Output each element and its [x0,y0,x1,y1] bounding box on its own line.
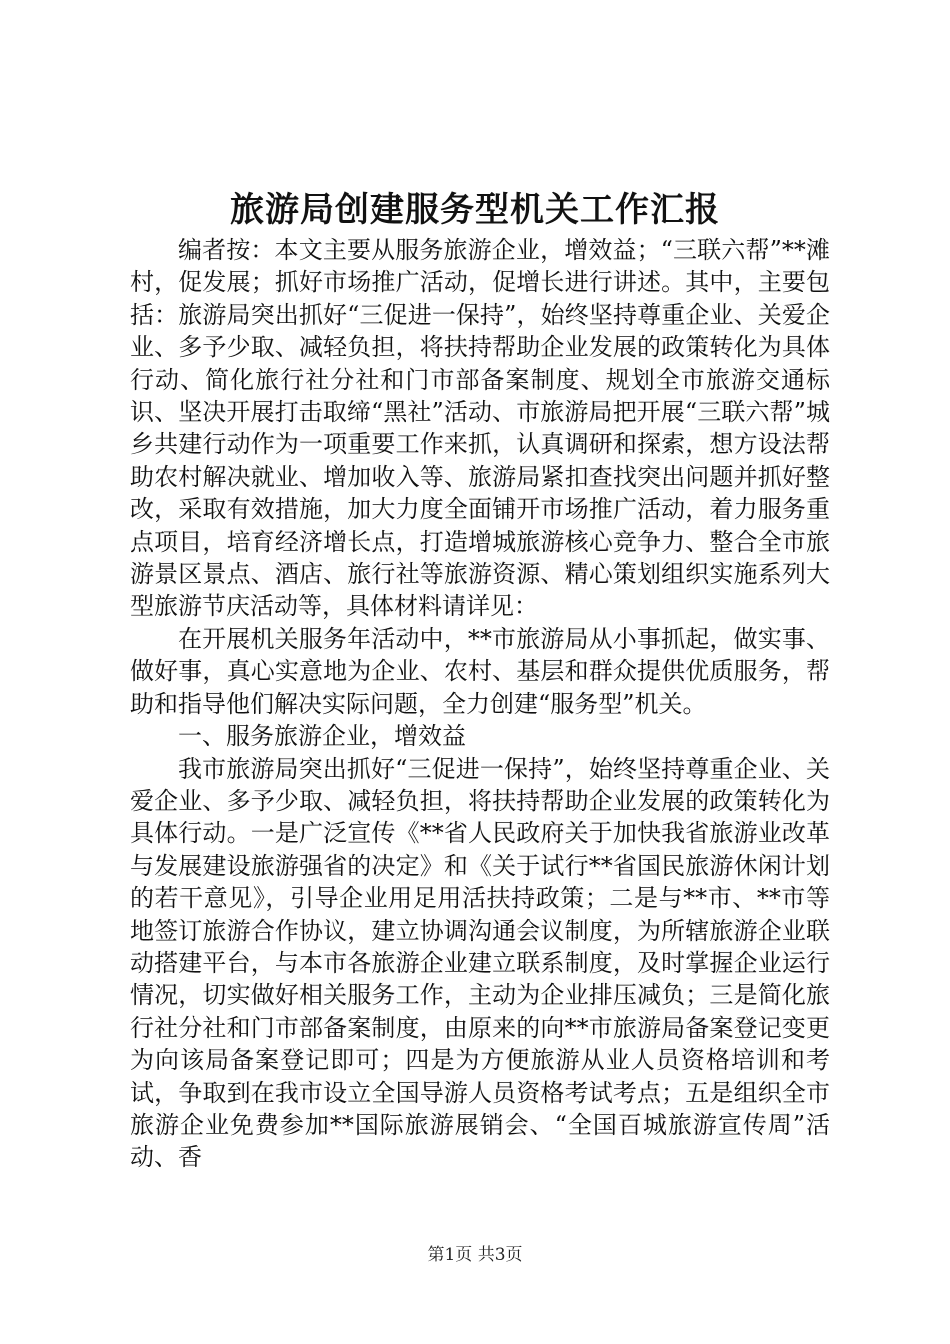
document-body [130,234,830,1174]
section-body-paragraph: 我市旅游局突出抓好“三促进一保持”，始终坚持尊重企业、关爱企业、多予少取、减轻负担，将扶持帮助企业发展的政策转化为具体行动。一是广泛宣传《**省人民政府关于加快我省旅游业改革与发展建设旅游强省的决定》和《关于试行**省国民旅游休闲计划的若干意见》，引导企业用足用活扶持政策；二是与**市、**市等地签订旅游合作协议，建立协调沟通会议制度，为所辖旅游企业联动搭建平台，与本市各旅游企业建立联系制度，及时掌握企业运行情况，切实做好相关服务工作，主动为企业排压减负；三是简化旅行社分社和门市部备案制度，由原来的向**市旅游局备案登记变更为向该局备案登记即可；四是为方便旅游从业人员资格培训和考试，争取到在我市设立全国导游人员资格考试考点；五是组织全市旅游企业免费参加**国际旅游展销会、“全国百城旅游宣传周”活动、香 [130,754,830,1172]
document-title: 旅游局创建服务型机关工作汇报 [230,190,720,230]
section-heading: 一、服务旅游企业，增效益 [178,722,466,751]
page-footer: 第1页 共3页 [427,1245,523,1265]
editor-note-paragraph: 编者按：本文主要从服务旅游企业，增效益；“三联六帮”**滩村，促发展；抓好市场推广活动，促增长进行讲述。其中，主要包括：旅游局突出抓好“三促进一保持”，始终坚持尊重企业、关爱企业、多予少取、减轻负担，将扶持帮助企业发展的政策转化为具体行动、简化旅行社分社和门市部备案制度、规划全市旅游交通标识、坚决开展打击取缔“黑社”活动、市旅游局把开展“三联六帮”城乡共建行动作为一项重要工作来抓，认真调研和探索，想方设法帮助农村解决就业、增加收入等、旅游局紧扣查找突出问题并抓好整改，采取有效措施，加大力度全面铺开市场推广活动，着力服务重点项目，培育经济增长点，打造增城旅游核心竞争力、整合全市旅游景区景点、酒店、旅行社等旅游资源、精心策划组织实施系列大型旅游节庆活动等，具体材料请详见： [130,236,830,621]
intro-paragraph: 在开展机关服务年活动中，**市旅游局从小事抓起，做实事、做好事，真心实意地为企业、农村、基层和群众提供优质服务，帮助和指导他们解决实际问题，全力创建“服务型”机关。 [130,624,830,718]
